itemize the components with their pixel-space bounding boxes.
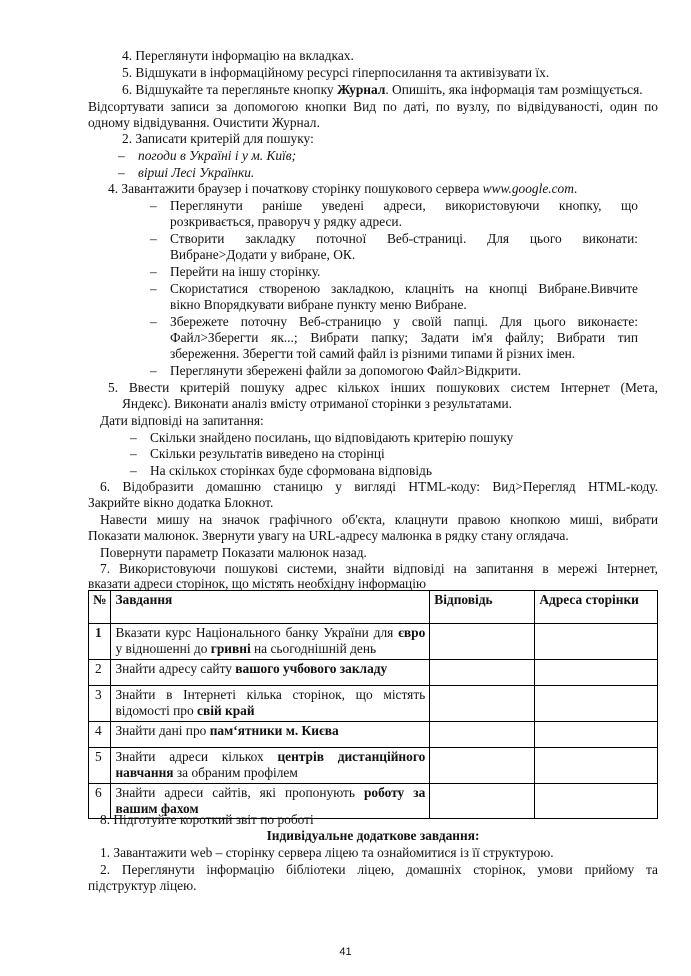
list-dash: – bbox=[130, 430, 137, 445]
row-answer bbox=[430, 686, 535, 722]
row-task: Знайти адреси сайтів, які пропонують роботу за вашим фахом bbox=[111, 784, 430, 819]
row-task: Знайти в Інтернеті кілька сторінок, що містять відомості про свій край bbox=[111, 686, 430, 722]
image-url-line-2: Показати малюнок. Звернути увагу на URL-адресу малюнка в рядку стану оглядача. bbox=[88, 528, 569, 543]
row-task: Знайти адресу сайту вашого учбового закладу bbox=[111, 660, 430, 686]
question-2: Скільки результатів виведено на сторінці bbox=[150, 446, 385, 461]
list-dash: – bbox=[150, 198, 157, 213]
list-dash: – bbox=[118, 165, 125, 180]
sub-item-6: Переглянути збережені файли за допомогою Файл>Відкрити. bbox=[170, 363, 522, 378]
row-address bbox=[535, 686, 658, 722]
criterion-weather: погоди в Україні і у м. Київ; bbox=[138, 148, 297, 163]
sub-item-1-line-1: Переглянути раніше уведені адреси, використовуючи кнопку, що bbox=[170, 198, 638, 213]
header-answer: Відповідь bbox=[430, 591, 535, 624]
row-num: 6 bbox=[89, 784, 111, 819]
restore-param: Повернути параметр Показати малюнок назад. bbox=[100, 545, 367, 560]
step-2-criteria: 2. Записати критерій для пошуку: bbox=[122, 131, 314, 146]
row-num: 4 bbox=[89, 722, 111, 748]
individual-task-2-line-2: підструктур ліцею. bbox=[88, 878, 197, 893]
list-dash: – bbox=[150, 363, 157, 378]
list-dash: – bbox=[130, 463, 137, 478]
list-dash: – bbox=[150, 264, 157, 279]
sub-item-3: Перейти на іншу сторінку. bbox=[170, 264, 321, 279]
sub-item-5-line-3: збереження. Зберегти той самий файл із різними типами й різних імен. bbox=[170, 346, 576, 361]
row-num: 5 bbox=[89, 748, 111, 784]
header-task: Завдання bbox=[111, 591, 430, 624]
row-num: 3 bbox=[89, 686, 111, 722]
step-7-line-2: вказати адреси сторінок, що містять необхідну інформацію bbox=[88, 576, 426, 591]
row-answer bbox=[430, 722, 535, 748]
step-6-html-line-2: Закрийте вікно додатка Блокнот. bbox=[88, 495, 274, 510]
step-7-line-1: 7. Використовуючи пошукові системи, знайти відповіді на запитання в мережі Інтернет, bbox=[100, 561, 658, 576]
row-address bbox=[535, 660, 658, 686]
image-url-line-1: Навести мишу на значок графічного об'єкта, клацнути правою кнопкою миші, вибрати bbox=[100, 512, 658, 527]
row-num: 1 bbox=[89, 624, 111, 660]
sub-item-2-line-1: Створити закладку поточної Веб-страниці. Для цього виконати: bbox=[170, 231, 638, 246]
criterion-poems: вірші Лесі Українки. bbox=[138, 165, 255, 180]
individual-task-heading: Індивідуальне додаткове завдання: bbox=[266, 828, 480, 843]
step-4-browser: 4. Завантажити браузер і початкову сторінку пошукового сервера www.google.com. bbox=[108, 181, 578, 196]
table-row bbox=[89, 686, 658, 722]
list-dash: – bbox=[150, 281, 157, 296]
row-task: Знайти адреси кількох центрів дистанційного навчання за обраним профілем bbox=[111, 748, 430, 784]
table-row bbox=[89, 660, 658, 686]
row-address bbox=[535, 624, 658, 660]
list-dash: – bbox=[150, 231, 157, 246]
header-num: № bbox=[89, 591, 111, 624]
step-4-view-tabs: 4. Переглянути інформацію на вкладках. bbox=[122, 48, 354, 63]
row-task: Знайти дані про пам‘ятники м. Києва bbox=[111, 722, 430, 748]
list-dash: – bbox=[130, 446, 137, 461]
list-dash: – bbox=[118, 148, 125, 163]
individual-task-1: 1. Завантажити web – сторінку сервера ліцею та ознайомитися із її структурою. bbox=[100, 845, 554, 860]
individual-task-2-line-1: 2. Переглянути інформацію бібліотеки ліцею, домашніх сторінок, умови прийому та bbox=[100, 862, 658, 877]
step-6-html-line-1: 6. Відобразити домашню станицю у вигляді HTML-коду: Вид>Перегляд HTML-коду. bbox=[100, 479, 658, 494]
row-address bbox=[535, 722, 658, 748]
table-header-row bbox=[89, 591, 658, 624]
step-5-line-2: Яндекс). Виконати аналіз вмісту отриманої сторінки з результатами. bbox=[122, 396, 512, 411]
step-5-line-1: 5. Ввести критерій пошуку адрес кількох інших пошукових систем Інтернет (Мета, bbox=[108, 380, 658, 395]
list-dash: – bbox=[150, 314, 157, 329]
row-answer bbox=[430, 624, 535, 660]
row-answer bbox=[430, 660, 535, 686]
table-row bbox=[89, 624, 658, 660]
row-address bbox=[535, 748, 658, 784]
sub-item-4-line-2: вікно Впорядкувати вибране пункту меню Вибране. bbox=[170, 297, 467, 312]
sub-item-4-line-1: Скористатися створеною закладкою, клацніть на кнопці Вибране.Вивчите bbox=[170, 281, 638, 296]
row-task: Вказати курс Національного банку України для євро у відношенні до гривні на сьогоднішній день bbox=[111, 624, 430, 660]
sub-item-5-line-1: Збережете поточну Веб-страницю у своїй папці. Для цього виконаєте: bbox=[170, 314, 638, 329]
row-num: 2 bbox=[89, 660, 111, 686]
step-8-report: 8. Підготуйте короткий звіт по роботі bbox=[100, 812, 314, 827]
question-3: На скількох сторінках буде сформована відповідь bbox=[150, 463, 432, 478]
step-6-journal: 6. Відшукайте та перегляньте кнопку Журнал. Опишіть, яка інформація там розміщується. bbox=[122, 82, 643, 97]
tasks-table bbox=[88, 590, 658, 819]
sub-item-2-line-2: Вибране>Додати у вибране, ОК. bbox=[170, 247, 356, 262]
header-address: Адреса сторінки bbox=[535, 591, 658, 624]
sub-item-5-line-2: Файл>Зберегти як...; Вибрати папку; Задати ім'я файлу; Вибрати тип bbox=[170, 330, 638, 345]
table-row bbox=[89, 748, 658, 784]
question-1: Скільки знайдено посилань, що відповідають критерію пошуку bbox=[150, 430, 514, 445]
table-row bbox=[89, 722, 658, 748]
row-answer bbox=[430, 784, 535, 819]
sort-records-line-2: одному відвідування. Очистити Журнал. bbox=[88, 115, 320, 130]
row-address bbox=[535, 784, 658, 819]
row-answer bbox=[430, 748, 535, 784]
page-number: 41 bbox=[339, 946, 352, 958]
sort-records-line-1: Відсортувати записи за допомогою кнопки Вид по даті, по вузлу, по відвідуваності, один по bbox=[88, 99, 658, 114]
questions-heading: Дати відповіді на запитання: bbox=[100, 413, 264, 428]
sub-item-1-line-2: розкривається, праворуч у рядку адреси. bbox=[170, 214, 402, 229]
step-5-hyperlinks: 5. Відшукати в інформаційному ресурсі гіперпосилання та активізувати їх. bbox=[122, 65, 550, 80]
